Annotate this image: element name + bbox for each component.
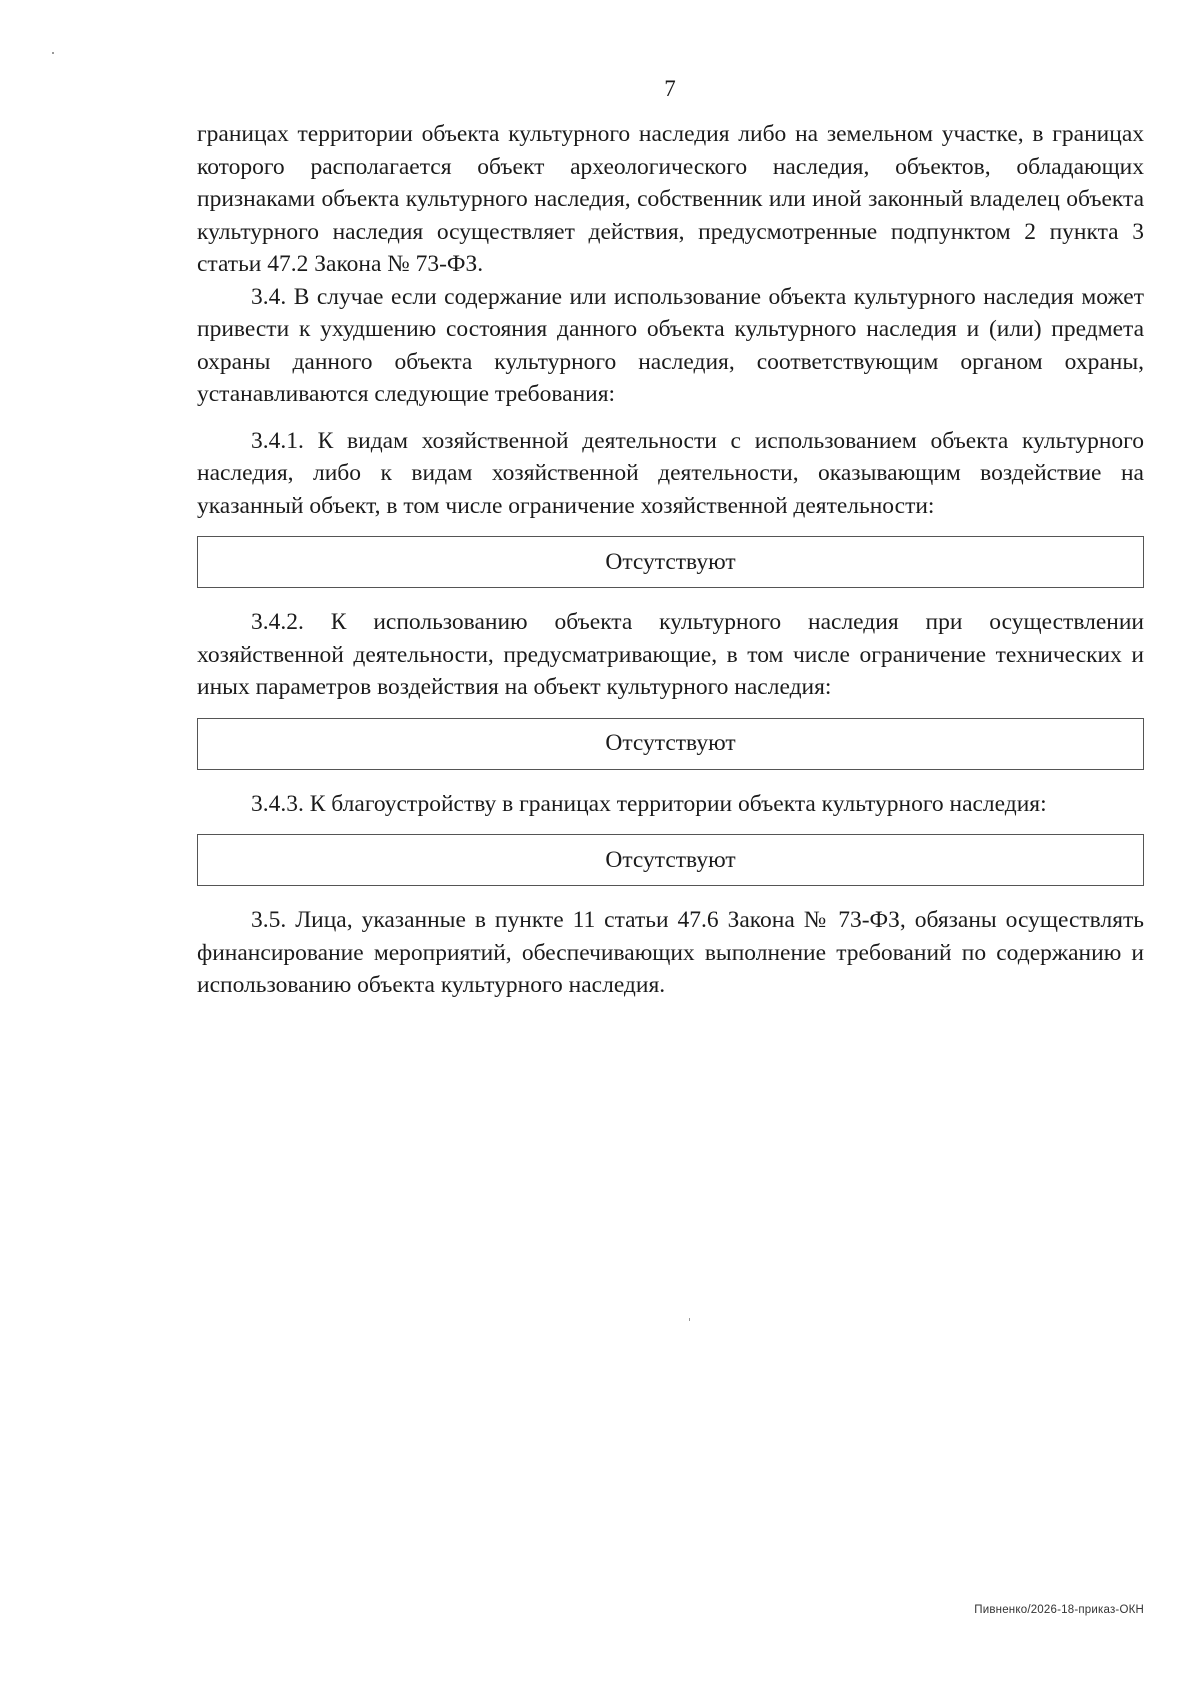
paragraph-continuation: границах территории объекта культурного наследия либо на земельном участке, в границах которого располагается объект археологического наследия, объектов, обладающих признаками объекта культурного наследия, собственник или иной законный владелец объекта культурного наследия осуществляет действия, предусмотренные подпунктом 2 пункта 3 статьи 47.2 Закона № 73-ФЗ. [197, 121, 1144, 277]
document-body [197, 118, 1144, 1002]
requirement-box-3-4-2 [197, 718, 1144, 770]
scan-speck [689, 1318, 690, 1321]
paragraph-3-4: 3.4. В случае если содержание или использование объекта культурного наследия может привести к ухудшению состояния данного объекта культурного наследия и (или) предмета охраны данного объекта культурного наследия, соответствующим органом охраны, устанавливаются следующие требования: [197, 283, 1144, 407]
requirement-value: Отсутствуют [605, 730, 736, 757]
requirement-box-3-4-1 [197, 536, 1144, 588]
page-number: 7 [664, 76, 676, 101]
requirement-value: Отсутствуют [605, 846, 736, 873]
paragraph-3-4-1: 3.4.1. К видам хозяйственной деятельности с использованием объекта культурного наследия, либо к видам хозяйственной деятельности, оказывающим воздействие на указанный объект, в том числе ограничение хозяйственной деятельности: [197, 427, 1144, 519]
requirement-value: Отсутствуют [605, 548, 736, 575]
document-footer-code: Пивненко/2026-18-приказ-ОКН [974, 1604, 1144, 1616]
paragraph-3-4-2: 3.4.2. К использованию объекта культурного наследия при осуществлении хозяйственной деятельности, предусматривающие, в том числе ограничение технических и иных параметров воздействия на объект культурного наследия: [197, 609, 1144, 700]
paragraph-3-5: 3.5. Лица, указанные в пункте 11 статьи 47.6 Закона № 73-ФЗ, обязаны осуществлять финансирование мероприятий, обеспечивающих выполнение требований по содержанию и использованию объекта культурного наследия. [197, 907, 1144, 998]
scan-speck [52, 52, 54, 54]
paragraph-3-4-3: 3.4.3. К благоустройству в границах территории объекта культурного наследия: [251, 790, 1047, 817]
requirement-box-3-4-3 [197, 834, 1144, 886]
